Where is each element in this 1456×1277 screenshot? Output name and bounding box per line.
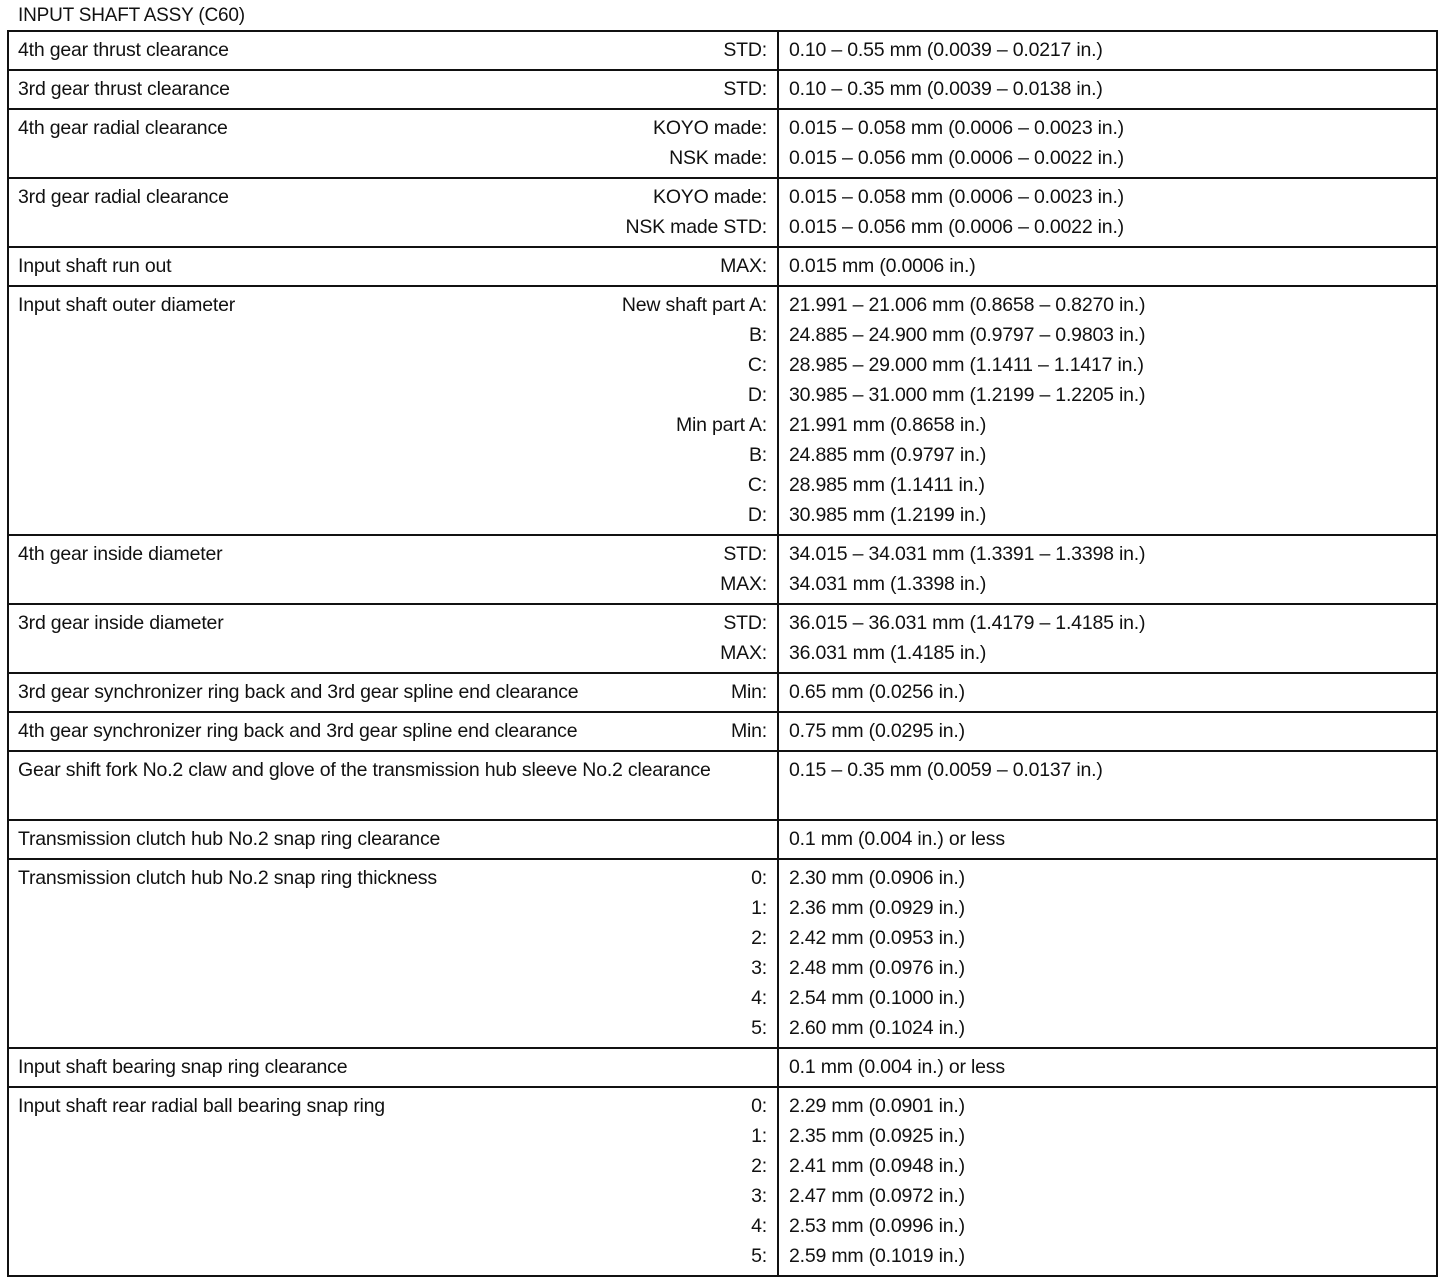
spec-row — [8, 70, 1437, 109]
spec-value: 30.985 – 31.000 mm (1.2199 – 1.2205 in.) — [789, 384, 1146, 406]
spec-value: 0.015 mm (0.0006 in.) — [789, 255, 976, 277]
spec-label: New shaft part A: — [621, 294, 767, 316]
spec-row — [8, 31, 1437, 70]
spec-item-cell — [8, 109, 778, 178]
spec-label-column — [9, 290, 777, 530]
spec-value: 0.015 – 0.058 mm (0.0006 – 0.0023 in.) — [789, 186, 1124, 208]
spec-label: 5: — [751, 1245, 767, 1267]
spec-row — [8, 286, 1437, 535]
spec-value: 2.36 mm (0.0929 in.) — [789, 897, 965, 919]
spec-label: 2: — [751, 927, 767, 949]
spec-row — [8, 604, 1437, 673]
spec-item-name: 3rd gear radial clearance — [18, 186, 229, 208]
spec-value: 24.885 – 24.900 mm (0.9797 – 0.9803 in.) — [789, 324, 1146, 346]
spec-label: C: — [747, 474, 767, 496]
spec-item-cell — [8, 673, 778, 712]
spec-row — [8, 535, 1437, 604]
spec-label: STD: — [723, 39, 767, 61]
spec-value-cell — [778, 712, 1437, 751]
spec-item-cell — [8, 859, 778, 1048]
document-title: INPUT SHAFT ASSY (C60) — [18, 5, 245, 26]
spec-value: 24.885 mm (0.9797 in.) — [789, 444, 987, 466]
spec-label: STD: — [723, 543, 767, 565]
spec-item-name: Transmission clutch hub No.2 snap ring thickness — [18, 867, 437, 889]
spec-value: 34.015 – 34.031 mm (1.3391 – 1.3398 in.) — [789, 543, 1146, 565]
spec-item-name: 3rd gear synchronizer ring back and 3rd gear spline end clearance — [18, 681, 579, 703]
spec-value-cell — [778, 604, 1437, 673]
spec-item-cell — [8, 286, 778, 535]
spec-item-name: 4th gear radial clearance — [18, 117, 228, 139]
spec-value: 21.991 – 21.006 mm (0.8658 – 0.8270 in.) — [789, 294, 1146, 316]
spec-value: 2.30 mm (0.0906 in.) — [789, 867, 965, 889]
spec-label: 4: — [751, 1215, 767, 1237]
spec-label: 3: — [751, 1185, 767, 1207]
spec-value: 0.015 – 0.056 mm (0.0006 – 0.0022 in.) — [789, 216, 1124, 238]
spec-value-cell — [778, 247, 1437, 286]
spec-item-cell — [8, 712, 778, 751]
spec-value-cell — [778, 286, 1437, 535]
spec-item-name: 4th gear thrust clearance — [18, 39, 229, 61]
spec-row — [8, 712, 1437, 751]
spec-label: NSK made STD: — [625, 216, 767, 238]
spec-label: MAX: — [720, 573, 767, 595]
spec-value: 2.59 mm (0.1019 in.) — [789, 1245, 965, 1267]
spec-value: 30.985 mm (1.2199 in.) — [789, 504, 987, 526]
spec-value: 2.47 mm (0.0972 in.) — [789, 1185, 965, 1207]
spec-value: 2.53 mm (0.0996 in.) — [789, 1215, 965, 1237]
spec-item-cell — [8, 535, 778, 604]
spec-item-name: Input shaft rear radial ball bearing snap ring — [18, 1095, 385, 1117]
spec-value-cell — [778, 535, 1437, 604]
spec-label: 5: — [751, 1017, 767, 1039]
spec-item-name: 4th gear inside diameter — [18, 543, 223, 565]
spec-value: 36.015 – 36.031 mm (1.4179 – 1.4185 in.) — [789, 612, 1146, 634]
spec-value: 34.031 mm (1.3398 in.) — [789, 573, 987, 595]
spec-value-cell — [778, 70, 1437, 109]
spec-item-cell — [8, 70, 778, 109]
spec-label: STD: — [723, 612, 767, 634]
spec-label: Min: — [730, 720, 767, 742]
spec-item-name: Gear shift fork No.2 claw and glove of the transmission hub sleeve No.2 clearance — [18, 759, 711, 781]
spec-label: 2: — [751, 1155, 767, 1177]
spec-value: 0.015 – 0.056 mm (0.0006 – 0.0022 in.) — [789, 147, 1124, 169]
spec-value: 0.015 – 0.058 mm (0.0006 – 0.0023 in.) — [789, 117, 1124, 139]
spec-row — [8, 1048, 1437, 1087]
spec-value: 2.35 mm (0.0925 in.) — [789, 1125, 965, 1147]
spec-label: MAX: — [720, 642, 767, 664]
spec-label: KOYO made: — [653, 117, 767, 139]
spec-item-name: Input shaft run out — [18, 255, 172, 277]
spec-value: 0.15 – 0.35 mm (0.0059 – 0.0137 in.) — [789, 759, 1103, 781]
spec-label: C: — [747, 354, 767, 376]
spec-label: 1: — [751, 1125, 767, 1147]
spec-row — [8, 109, 1437, 178]
spec-label: B: — [748, 324, 767, 346]
spec-value: 2.48 mm (0.0976 in.) — [789, 957, 965, 979]
spec-value: 2.54 mm (0.1000 in.) — [789, 987, 965, 1009]
spec-value: 0.1 mm (0.004 in.) or less — [789, 828, 1005, 850]
spec-label: D: — [747, 384, 767, 406]
spec-item-cell — [8, 604, 778, 673]
spec-item-name: 3rd gear inside diameter — [18, 612, 224, 634]
spec-table — [7, 30, 1438, 1277]
spec-item-name: Input shaft outer diameter — [18, 294, 236, 316]
spec-row — [8, 247, 1437, 286]
spec-value: 0.10 – 0.55 mm (0.0039 – 0.0217 in.) — [789, 39, 1103, 61]
spec-value: 28.985 – 29.000 mm (1.1411 – 1.1417 in.) — [789, 354, 1144, 376]
spec-item-cell — [8, 178, 778, 247]
spec-row — [8, 751, 1437, 820]
spec-row — [8, 820, 1437, 859]
spec-label: STD: — [723, 78, 767, 100]
spec-label: 4: — [751, 987, 767, 1009]
spec-label: Min part A: — [675, 414, 767, 436]
spec-value: 28.985 mm (1.1411 in.) — [789, 474, 985, 496]
spec-value-cell — [778, 859, 1437, 1048]
spec-value-cell — [778, 178, 1437, 247]
spec-value: 2.60 mm (0.1024 in.) — [789, 1017, 965, 1039]
spec-item-cell — [8, 1087, 778, 1276]
spec-value: 0.1 mm (0.004 in.) or less — [789, 1056, 1005, 1078]
spec-value: 2.42 mm (0.0953 in.) — [789, 927, 965, 949]
spec-value: 2.41 mm (0.0948 in.) — [789, 1155, 965, 1177]
spec-item-cell — [8, 1048, 778, 1087]
spec-item-cell — [8, 820, 778, 859]
spec-label: 0: — [751, 867, 767, 889]
spec-item-name: Transmission clutch hub No.2 snap ring clearance — [18, 828, 441, 850]
spec-value: 0.75 mm (0.0295 in.) — [789, 720, 965, 742]
spec-label: 0: — [751, 1095, 767, 1117]
spec-value: 2.29 mm (0.0901 in.) — [789, 1095, 965, 1117]
spec-value: 36.031 mm (1.4185 in.) — [789, 642, 987, 664]
spec-item-name: 4th gear synchronizer ring back and 3rd gear spline end clearance — [18, 720, 578, 742]
spec-table-body — [8, 31, 1437, 1276]
spec-row — [8, 859, 1437, 1048]
spec-item-name: Input shaft bearing snap ring clearance — [18, 1056, 348, 1078]
spec-label: KOYO made: — [653, 186, 767, 208]
spec-value-cell — [778, 31, 1437, 70]
spec-label: 3: — [751, 957, 767, 979]
spec-item-cell — [8, 247, 778, 286]
spec-value-cell — [778, 820, 1437, 859]
spec-value: 0.10 – 0.35 mm (0.0039 – 0.0138 in.) — [789, 78, 1103, 100]
spec-row — [8, 673, 1437, 712]
spec-item-name: 3rd gear thrust clearance — [18, 78, 230, 100]
spec-label: D: — [747, 504, 767, 526]
spec-label: MAX: — [720, 255, 767, 277]
spec-value: 21.991 mm (0.8658 in.) — [789, 414, 987, 436]
spec-label: Min: — [730, 681, 767, 703]
spec-label: B: — [748, 444, 767, 466]
spec-value-cell — [778, 1087, 1437, 1276]
spec-value: 0.65 mm (0.0256 in.) — [789, 681, 965, 703]
spec-value-cell — [778, 673, 1437, 712]
spec-row — [8, 178, 1437, 247]
spec-value-cell — [778, 1048, 1437, 1087]
spec-label: NSK made: — [669, 147, 767, 169]
spec-item-cell — [8, 31, 778, 70]
spec-row — [8, 1087, 1437, 1276]
spec-value-spacer — [789, 785, 1436, 815]
spec-item-cell — [8, 751, 778, 820]
spec-label: 1: — [751, 897, 767, 919]
spec-value-cell — [778, 751, 1437, 820]
spec-value-cell — [778, 109, 1437, 178]
